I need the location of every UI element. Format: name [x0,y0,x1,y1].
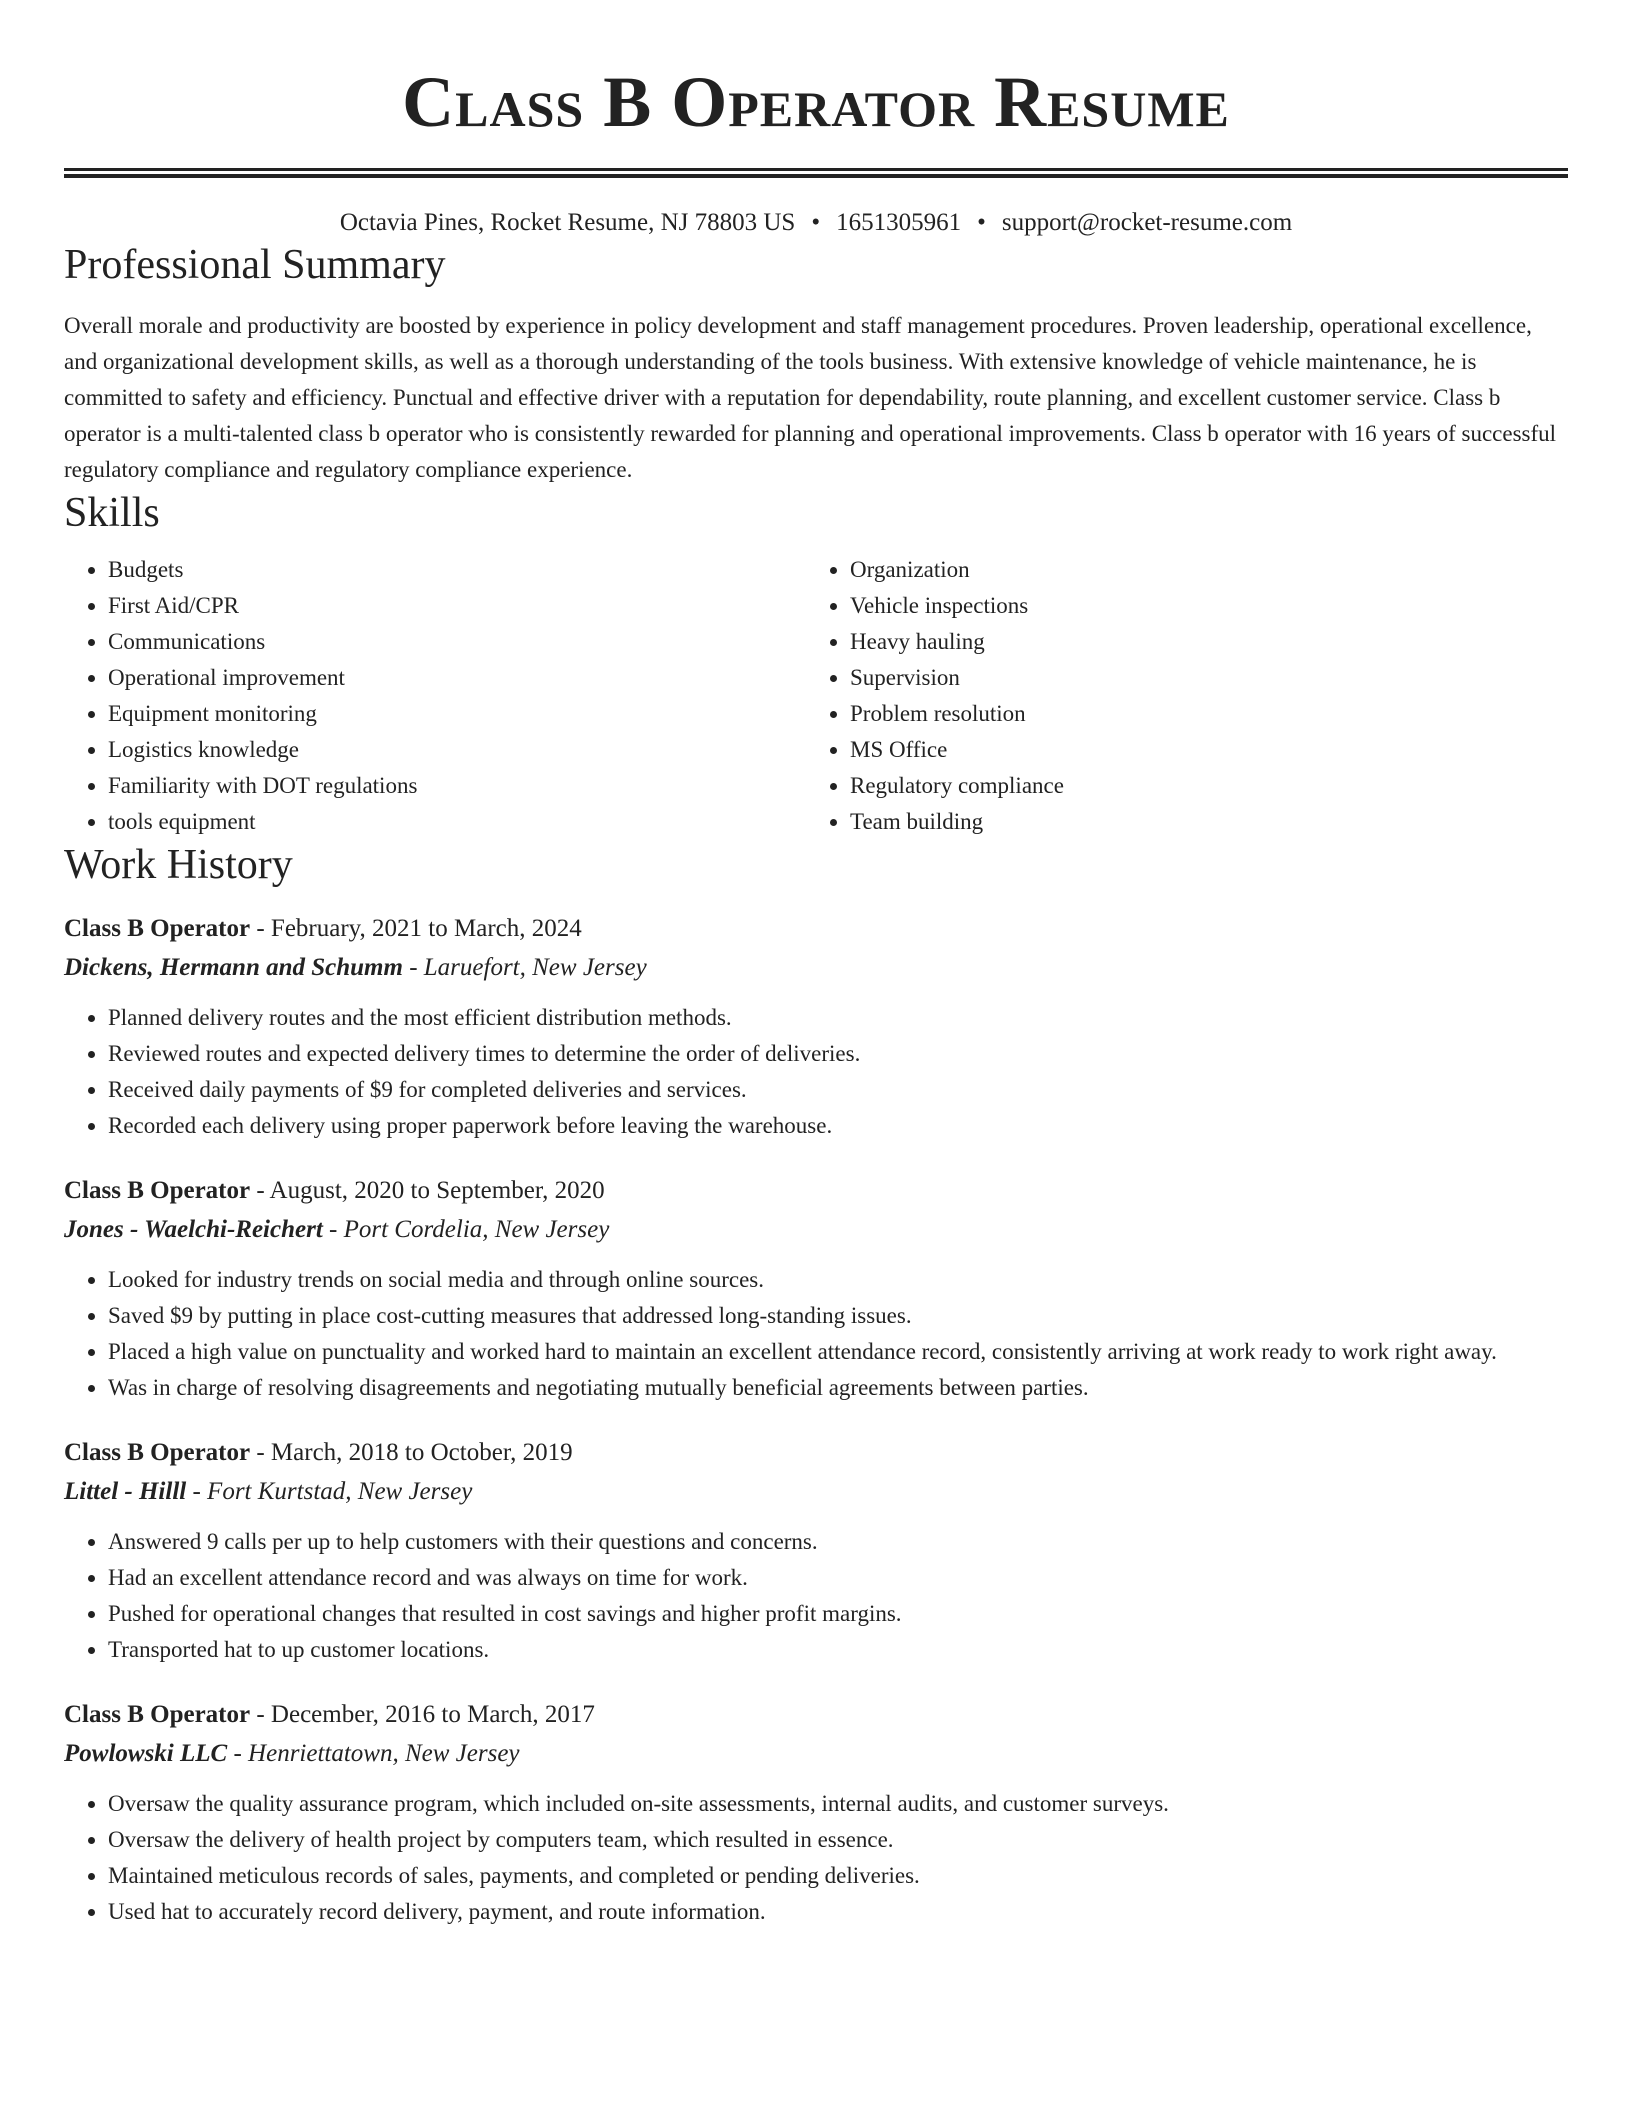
summary-heading: Professional Summary [64,242,446,288]
job-bullet: • Transported hat to up customer locations. [108,1632,1568,1668]
job-bullets [64,1262,1568,1406]
title-divider [64,168,1568,178]
skills-column-right [806,552,1568,840]
job-company: Jones - Waelchi-Reichert [64,1216,323,1243]
job-company: Littel - Hilll [64,1478,187,1505]
job-bullet: • Was in charge of resolving disagreements and negotiating mutually beneficial agreements between parties. [108,1370,1568,1406]
job-title-line [64,1172,1568,1210]
contact-separator: • [977,209,986,236]
skill-item: • MS Office [850,732,1568,768]
contact-separator: • [811,209,821,236]
skill-item: • Communications [108,624,806,660]
job-bullet: • Had an excellent attendance record and was always on time for work. [108,1560,1568,1596]
job-location: - Henriettatown, New Jersey [227,1740,520,1767]
skill-item: • Regulatory compliance [850,768,1568,804]
job-bullet: • Oversaw the quality assurance program, which included on-site assessments, internal audits, and customer surveys. [108,1786,1568,1822]
skills-column-left [64,552,806,840]
job-bullet: • Saved $9 by putting in place cost-cutting measures that addressed long-standing issues. [108,1298,1568,1334]
job-bullets [64,1786,1568,1930]
skill-item: • tools equipment [108,804,806,840]
job-dates: - December, 2016 to March, 2017 [250,1701,595,1728]
job-role: Class B Operator [64,915,251,942]
job-bullet: • Received daily payments of $9 for completed deliveries and services. [108,1072,1568,1108]
job-dates: - February, 2021 to March, 2024 [250,915,582,942]
skill-item: • Budgets [108,552,806,588]
work-history-heading: Work History [64,842,293,888]
skill-item: • Team building [850,804,1568,840]
skill-item: • Heavy hauling [850,624,1568,660]
job-bullets [64,1000,1568,1144]
job-role: Class B Operator [64,1177,251,1204]
job-company-line [64,1210,1568,1250]
skill-item: • Logistics knowledge [108,732,806,768]
job-bullet: • Maintained meticulous records of sales, payments, and completed or pending deliveries. [108,1858,1568,1894]
job-bullet: • Oversaw the delivery of health project by computers team, which resulted in essence. [108,1822,1568,1858]
job-dates: - March, 2018 to October, 2019 [250,1439,573,1466]
job-role: Class B Operator [64,1439,251,1466]
job-company-line [64,1734,1568,1774]
job-company-line [64,1472,1568,1512]
skills-heading: Skills [64,490,160,536]
job-bullet: • Used hat to accurately record delivery, payment, and route information. [108,1894,1568,1930]
job-entry [64,1696,1568,1930]
job-role: Class B Operator [64,1701,251,1728]
job-title-line [64,1434,1568,1472]
job-company: Dickens, Hermann and Schumm [64,954,403,981]
job-company-line [64,948,1568,988]
job-dates: - August, 2020 to September, 2020 [250,1177,605,1204]
job-title-line [64,1696,1568,1734]
job-bullets [64,1524,1568,1668]
skill-item: • Equipment monitoring [108,696,806,732]
job-bullet: • Recorded each delivery using proper paperwork before leaving the warehouse. [108,1108,1568,1144]
skill-item: • Organization [850,552,1568,588]
job-location: - Fort Kurtstad, New Jersey [186,1478,473,1505]
job-bullet: • Planned delivery routes and the most efficient distribution methods. [108,1000,1568,1036]
contact-email: support@rocket-resume.com [1001,209,1293,236]
job-bullet: • Pushed for operational changes that resulted in cost savings and higher profit margins. [108,1596,1568,1632]
job-bullet: • Placed a high value on punctuality and worked hard to maintain an excellent attendance record, consistently arriving at work ready to work right away. [108,1334,1568,1370]
contact-address: Octavia Pines, Rocket Resume, NJ 78803 US [339,209,796,236]
job-bullet: • Looked for industry trends on social media and through online sources. [108,1262,1568,1298]
job-location: - Port Cordelia, New Jersey [322,1216,610,1243]
resume-title: Class B Operator Resume [402,62,1230,142]
skill-item: • Problem resolution [850,696,1568,732]
skills-list [64,552,1568,840]
skill-item: • Vehicle inspections [850,588,1568,624]
resume-page [64,0,1568,1930]
skill-item: • Familiarity with DOT regulations [108,768,806,804]
contact-phone: 1651305961 [836,209,962,236]
skill-item: • Supervision [850,660,1568,696]
skill-item: • Operational improvement [108,660,806,696]
contact-line [64,206,1568,240]
summary-text: Overall morale and productivity are boosted by experience in policy development and staff management procedures. Proven leadership, operational excellence, and organizational development skills, as well as a thorough understanding of the tools business. With extensive knowledge of vehicle maintenance, he is committed to safety and efficiency. Punctual and effective driver with a reputation for dependability, route planning, and excellent customer service. Class b operator is a multi-talented class b operator who is consistently rewarded for planning and operational improvements. Class b operator with 16 years of successful regulatory compliance and regulatory compliance experience. [64,313,1557,482]
job-bullet: • Reviewed routes and expected delivery times to determine the order of deliveries. [108,1036,1568,1072]
job-entry [64,1172,1568,1406]
job-location: - Laruefort, New Jersey [402,954,647,981]
job-entry [64,910,1568,1144]
job-bullet: • Answered 9 calls per up to help customers with their questions and concerns. [108,1524,1568,1560]
job-company: Powlowski LLC [64,1740,228,1767]
job-title-line [64,910,1568,948]
skill-item: • First Aid/CPR [108,588,806,624]
job-entry [64,1434,1568,1668]
